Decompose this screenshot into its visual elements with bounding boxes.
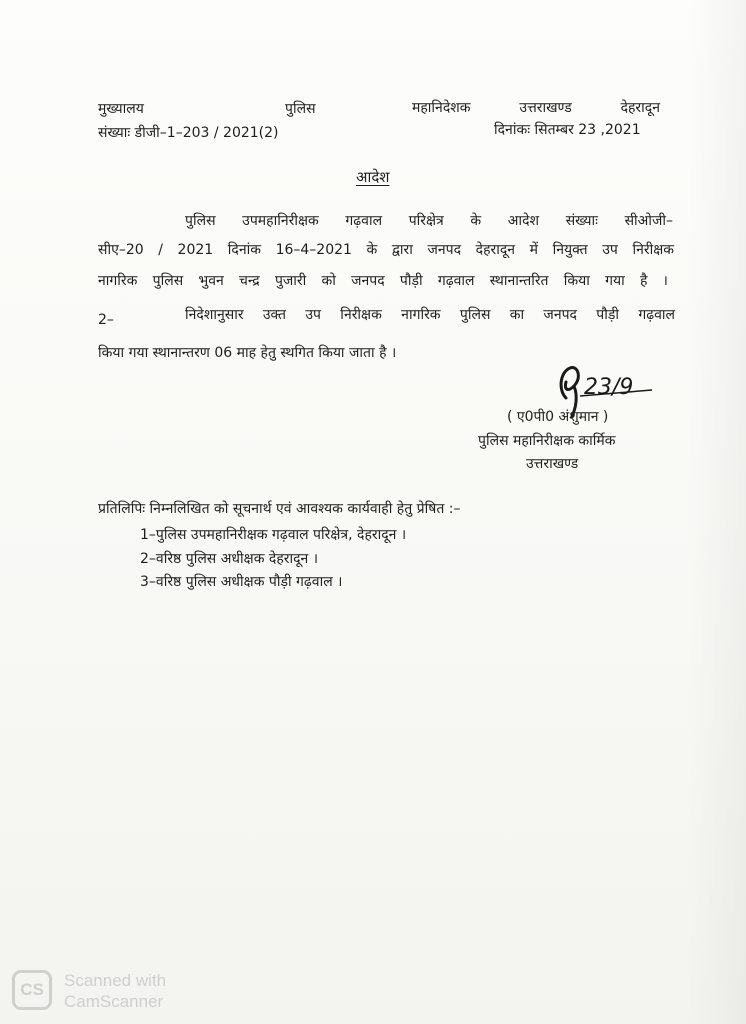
signatory-designation: पुलिस महानिरीक्षक कार्मिक (478, 433, 616, 449)
copy-item: 2–वरिष्ठ पुलिस अधीक्षक देहरादून । (140, 551, 319, 567)
signatory-name: ( ए0पी0 अंशुमान ) (507, 409, 609, 425)
watermark-line2: CamScanner (64, 992, 164, 1011)
para2-line1: निदेशानुसार उक्त उप निरीक्षक नागरिक पुलिस का जनपद पौड़ी गढ़वाल (185, 307, 675, 323)
copy-intro: प्रतिलिपिः निम्नलिखित को सूचनार्थ एवं आवश्यक कार्यवाही हेतु प्रेषित :– (98, 501, 461, 517)
para2-number: 2– (98, 312, 114, 328)
para1-line3: नागरिक पुलिस भुवन चन्द्र पुजारी को जनपद पौड़ी गढ़वाल स्थानान्तरित किया गया है । (98, 273, 668, 289)
copy-item: 3–वरिष्ठ पुलिस अधीक्षक पौड़ी गढ़वाल । (140, 574, 343, 590)
header-police: पुलिस (285, 101, 316, 117)
para1-line2: सीए–20 / 2021 दिनांक 16–4–2021 के द्वारा जनपद देहरादून में नियुक्त उप निरीक्षक (98, 242, 674, 258)
signature-date: 23/9 (584, 375, 634, 400)
header-hq: मुख्यालय (98, 101, 144, 117)
signatory-office: उत्तराखण्ड (526, 456, 579, 472)
camscanner-watermark (64, 970, 204, 1012)
camscanner-logo: CS (12, 970, 52, 1010)
header-office: महानिदेशक उत्तराखण्ड देहरादून (412, 100, 660, 116)
order-date: दिनांकः सितम्बर 23 ,2021 (494, 122, 641, 138)
para2-line2: किया गया स्थानान्तरण 06 माह हेतु स्थगित किया जाता है । (98, 345, 397, 361)
para1-line1: पुलिस उपमहानिरीक्षक गढ़वाल परिक्षेत्र के आदेश संख्याः सीओजी– (185, 213, 673, 229)
watermark-line1: Scanned with (64, 971, 167, 990)
order-title: आदेश (356, 168, 390, 186)
reference-number: संख्याः डीजी–1–203 / 2021(2) (98, 125, 279, 141)
page-edge-shadow (686, 0, 746, 1024)
copy-item: 1–पुलिस उपमहानिरीक्षक गढ़वाल परिक्षेत्र, देहरादून । (140, 527, 407, 543)
